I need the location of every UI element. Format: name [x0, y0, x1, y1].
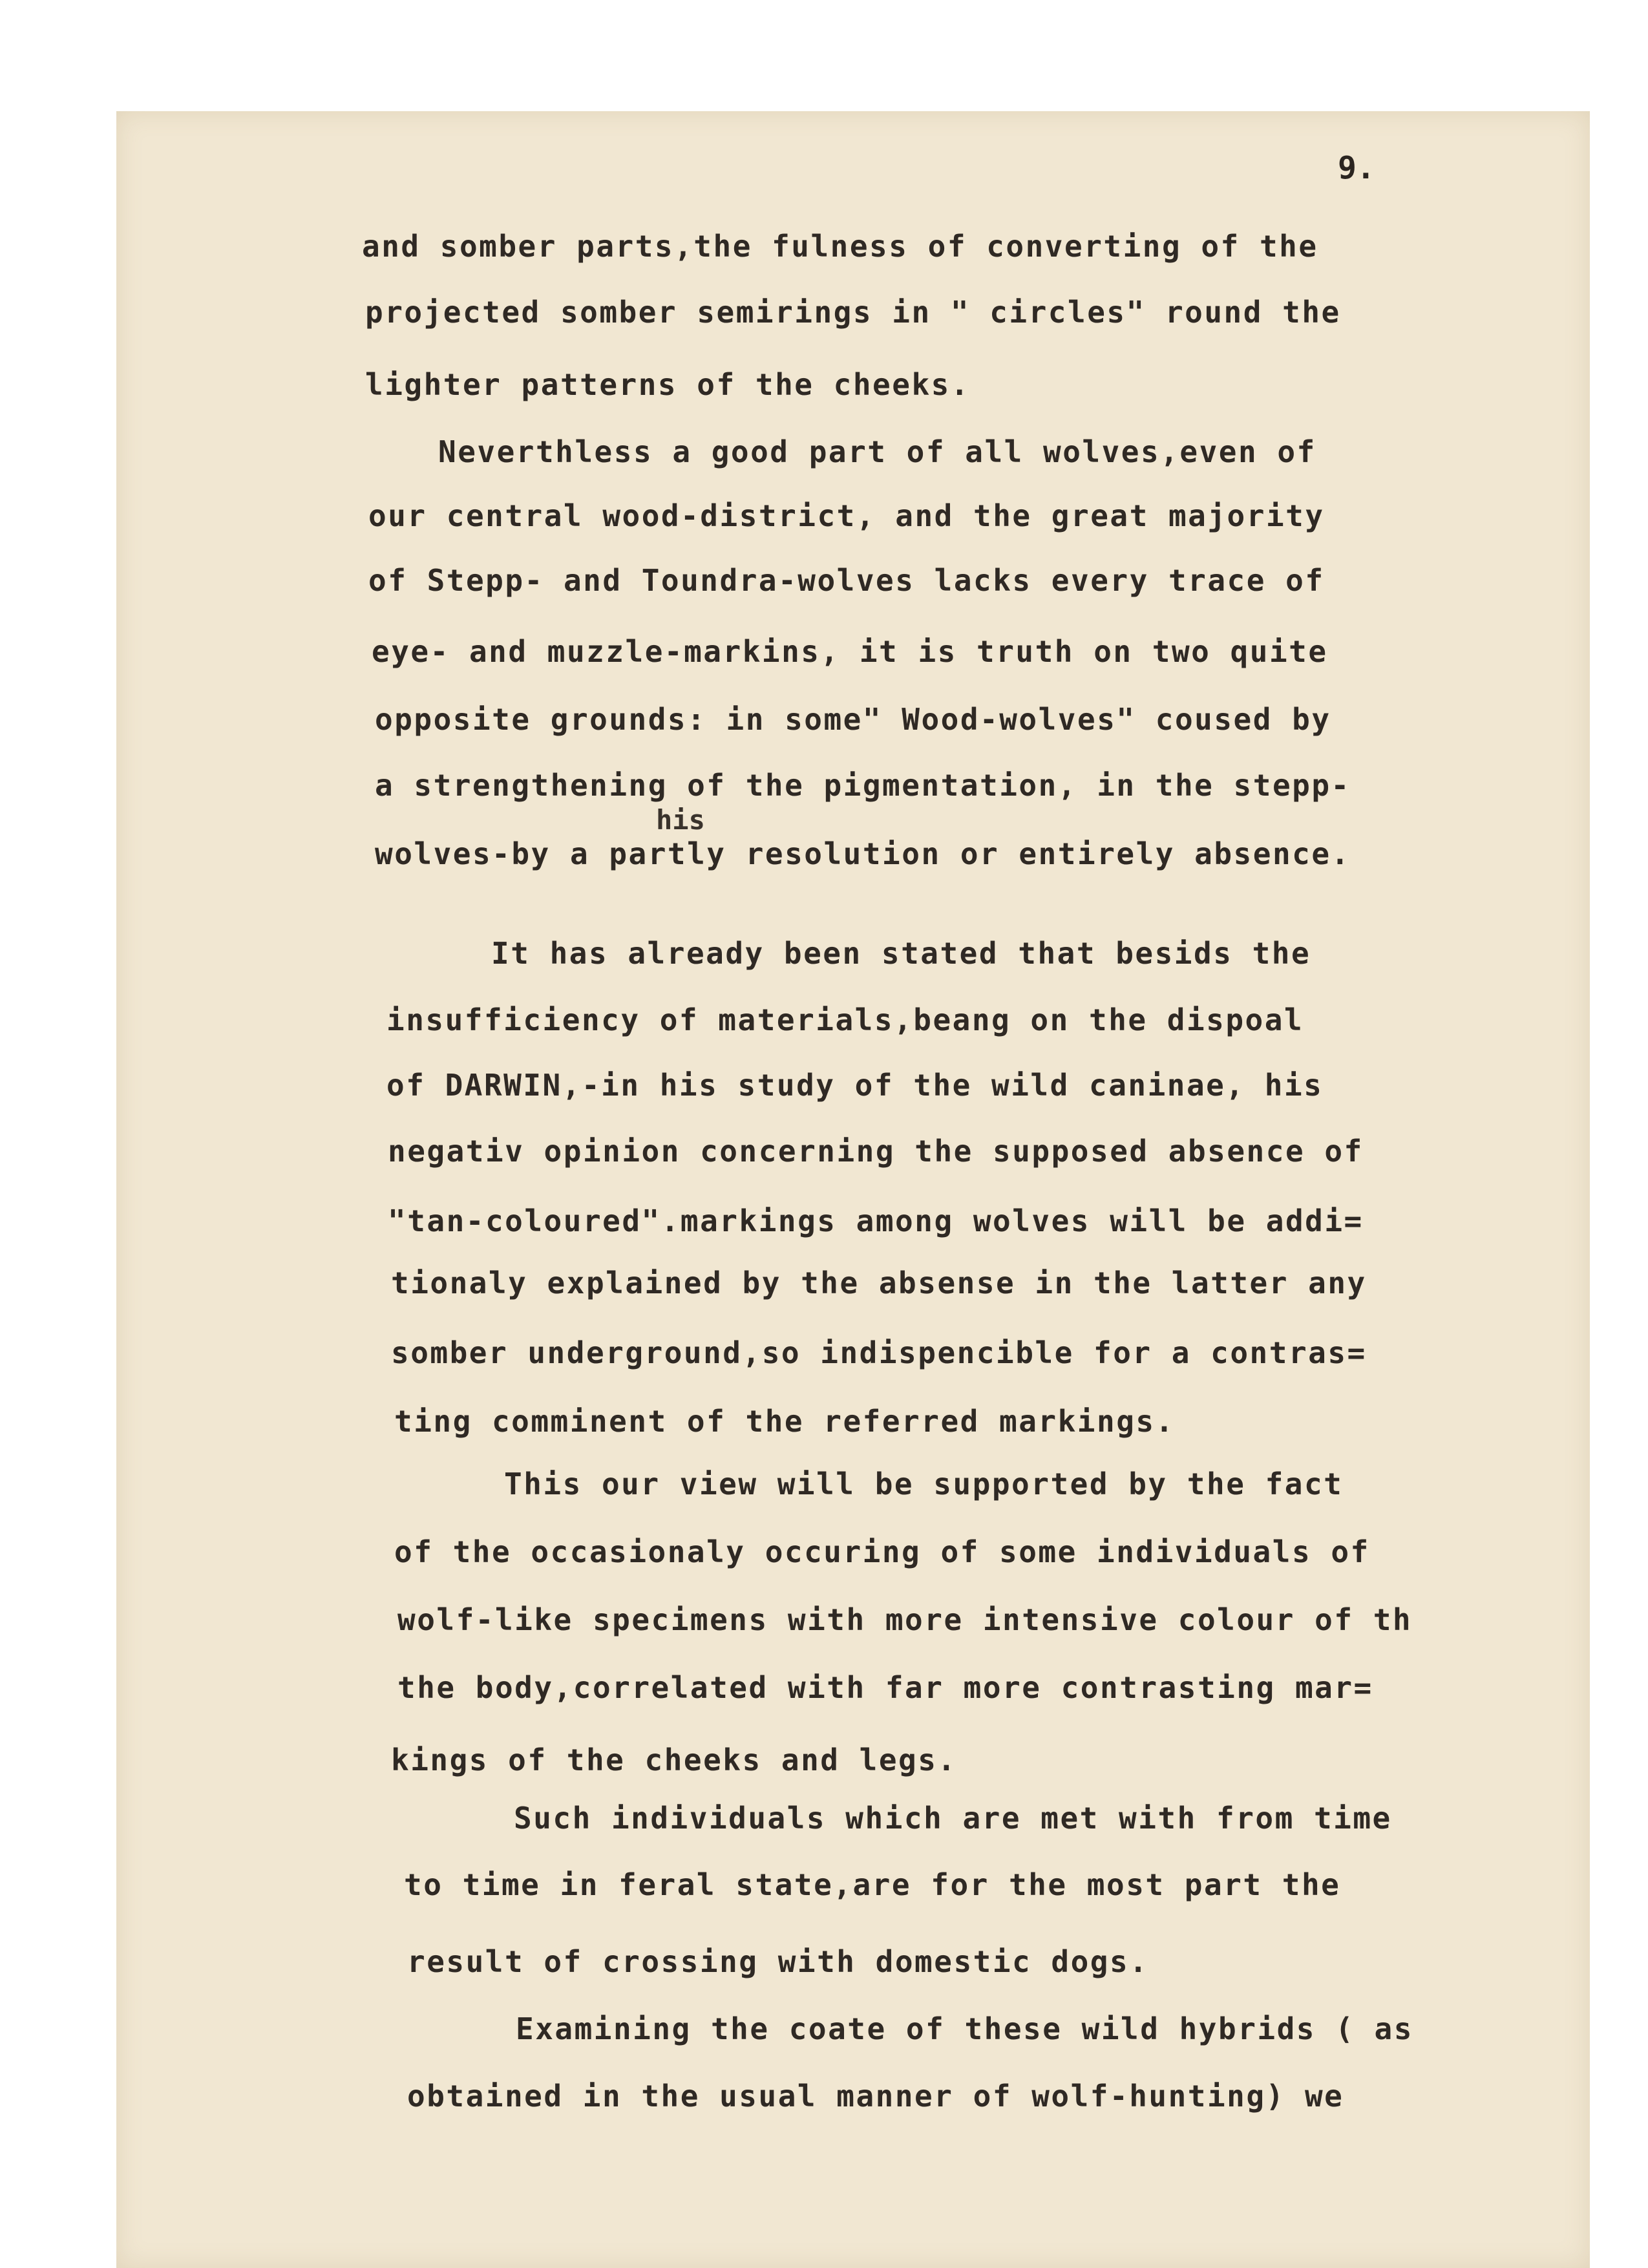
text-line: Neverthless a good part of all wolves,even of [438, 434, 1316, 469]
text-line: wolf-like specimens with more intensive colour of th [397, 1602, 1413, 1637]
text-line: and somber parts,the fulness of converting of the [362, 229, 1318, 264]
text-line: It has already been stated that besids the [491, 936, 1311, 971]
text-line: somber underground,so indispencible for a contras= [391, 1335, 1367, 1370]
text-line: insufficiency of materials,beang on the dispoal [386, 1002, 1304, 1037]
text-line: tionaly explained by the absense in the latter any [391, 1266, 1367, 1300]
text-line: "tan-coloured".markings among wolves will be addi= [388, 1203, 1364, 1238]
text-line: ting comminent of the referred markings. [394, 1404, 1175, 1439]
text-line: the body,correlated with far more contrasting mar= [397, 1670, 1373, 1705]
text-line: result of crossing with domestic dogs. [407, 1944, 1149, 1979]
text-line: of Stepp- and Toundra-wolves lacks every trace of [368, 563, 1325, 598]
text-line: lighter patterns of the cheeks. [365, 367, 971, 402]
text-line: of the occasionaly occuring of some individuals of [394, 1534, 1370, 1569]
interlinear-insertion: his [656, 804, 705, 836]
text-line: This our view will be supported by the fact [504, 1467, 1344, 1501]
text-line: to time in feral state,are for the most part the [404, 1867, 1341, 1902]
text-line: of DARWIN,-in his study of the wild caninae, his [386, 1068, 1324, 1103]
text-line: our central wood-district, and the great majority [368, 498, 1325, 533]
page-number: 9. [1338, 150, 1375, 186]
text-line: opposite grounds: in some" Wood-wolves" coused by [375, 702, 1331, 737]
text-line: kings of the cheeks and legs. [391, 1743, 957, 1777]
text-line: wolves-by a partly resolution or entirely absence. [375, 836, 1351, 871]
text-line: Examining the coate of these wild hybrids ( as [516, 2011, 1413, 2046]
text-line: projected somber semirings in " circles" round the [365, 295, 1341, 330]
text-line: a strengthening of the pigmentation, in the stepp- [375, 768, 1351, 803]
text-line: obtained in the usual manner of wolf-hunting) we [407, 2079, 1344, 2114]
text-line: Such individuals which are met with from time [514, 1801, 1392, 1836]
text-line: eye- and muzzle-markins, it is truth on two quite [372, 634, 1328, 669]
text-line: negativ opinion concerning the supposed absence of [388, 1134, 1364, 1169]
